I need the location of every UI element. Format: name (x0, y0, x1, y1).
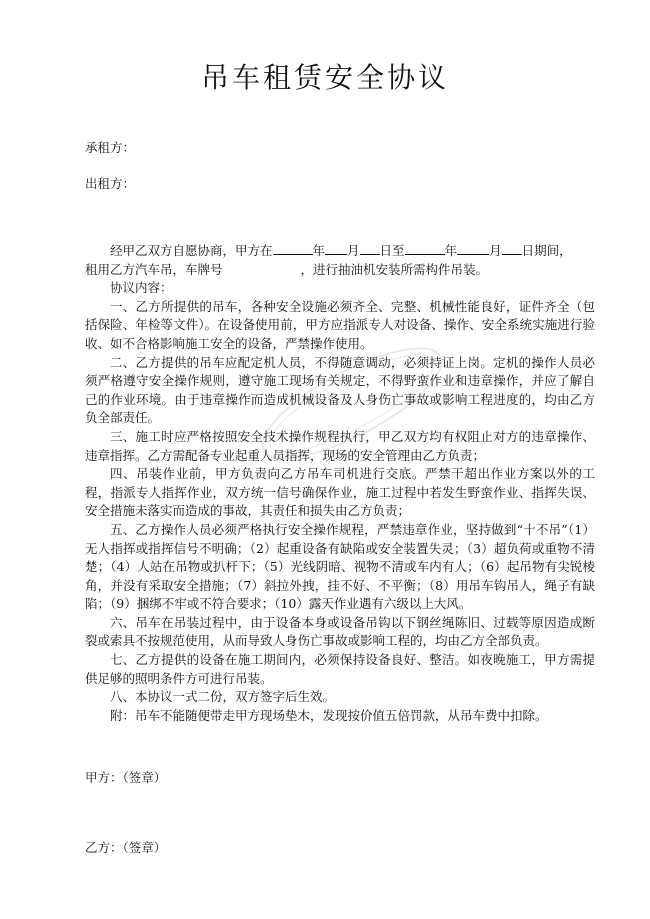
clause-6: 六、吊车在吊装过程中，由于设备本身或设备吊钩以下钢丝绳陈旧、过载等原因造成断裂或索具不按规范使用，从而导致人身伤亡事故或影响工程的，均由乙方全部负责。 (85, 614, 595, 649)
document-title: 吊车租赁安全协议 (200, 61, 449, 94)
clause-4: 四、吊装作业前，甲方负责向乙方吊车司机进行交底。严禁干超出作业方案以外的工程，指派专人指挥作业，双方统一信号确保作业，施工过程中若发生野蛮作业、指挥失误、安全措施未落实而造成的事故，其责任和损失由乙方负责； (85, 466, 595, 519)
party-b-signature: 乙方：（签章） (85, 840, 167, 855)
clause-8: 八、本协议一式二份，双方签字后生效。 (110, 689, 336, 705)
blank-day-2 (502, 240, 522, 255)
clause-2: 二、乙方提供的吊车应配定机人员，不得随意调动，必须持证上岗。定机的操作人员必须严格遵守安全操作规则，遵守施工现场有关规定，不得野蛮作业和违章操作，并应了解自己的作业环境。由于违章操作而造成机械设备及人身伤亡事故或影响工程进度的，均由乙方负全部责任。 (85, 354, 595, 426)
intro-paragraph: 经甲乙双方自愿协商，甲方在 年 月 日至 年 月 日期间， (85, 240, 595, 261)
blank-year-2 (405, 240, 445, 255)
clause-5: 五、乙方操作人员必须严格执行安全操作规程，严禁违章作业，坚持做到“十不吊”（1）无人指挥或指挥信号不明确；（2）起重设备有缺陷或安全装置失灵；（3）超负荷或重物不清楚；（4）人站在吊物或扒杆下；（5）光线阴暗、视物不清或车内有人；（6）起吊物有尖锐棱角，并没有采取安全措施；（7）斜拉外拽，挂不好、不平衡；（8）用吊车钩吊人，绳子有缺陷；（9）捆绑不牢或不符合要求；（10）露天作业遇有六级以上大风。 (85, 521, 595, 612)
blank-month-1 (325, 240, 347, 255)
appendix-note: 附：吊车不能随便带走甲方现场垫木，发现按价值五倍罚款，从吊车费中扣除。 (110, 707, 548, 723)
clause-1: 一、乙方所提供的吊车，各种安全设施必须齐全、完整、机械性能良好，证件齐全（包括保险、年检等文件）。在设备使用前，甲方应指派专人对设备、操作、安全系统实施进行验收、如不合格影响施工安全的设备，严禁操作使用。 (85, 298, 595, 351)
blank-day-1 (360, 240, 380, 255)
clause-7: 七、乙方提供的设备在施工期间内，必须保持设备良好、整洁。如夜晚施工，甲方需提供足够的照明条件方可进行吊装。 (85, 652, 595, 686)
party-a-signature: 甲方：（签章） (85, 770, 167, 785)
renter-label: 承租方： (85, 140, 136, 155)
blank-month-2 (457, 240, 489, 255)
clause-3: 三、施工时应严格按照安全技术操作规程执行，甲乙双方均有权阻止对方的违章操作、违章指挥。乙方需配备专业起重人员指挥，现场的安全管理由乙方负责； (85, 428, 595, 463)
blank-year-1 (273, 240, 313, 255)
content-label: 协议内容： (110, 280, 173, 296)
lessor-label: 出租方： (85, 176, 136, 191)
intro-line-2: 租用乙方汽车吊，车牌号 ，进行抽油机安装所需构件吊装。 (85, 261, 489, 277)
agreement-body (85, 240, 595, 725)
